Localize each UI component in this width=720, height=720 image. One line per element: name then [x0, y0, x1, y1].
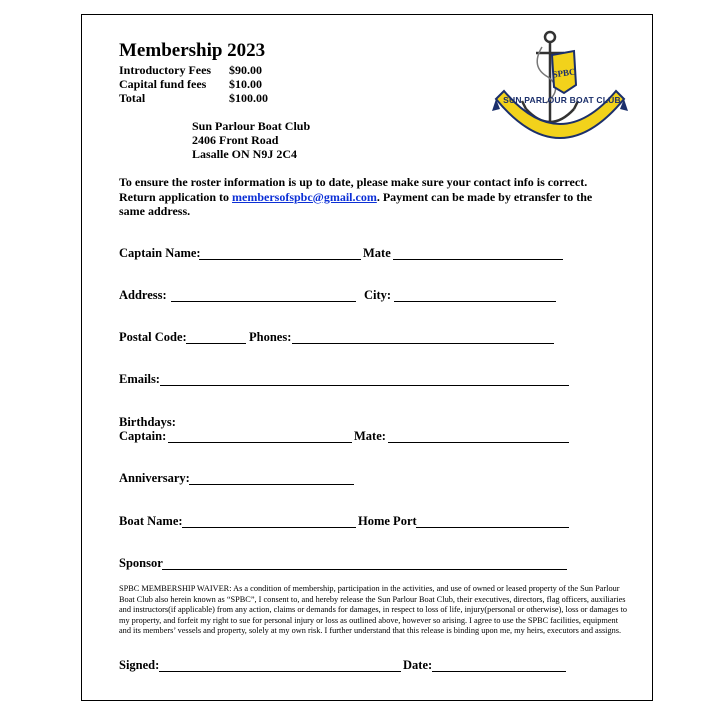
club-logo [490, 27, 630, 153]
birthday-captain-label: Captain: [119, 429, 167, 443]
fee-amount-introductory: $90.00 [229, 63, 262, 77]
mate-field[interactable] [393, 259, 563, 260]
anniversary-label: Anniversary: [119, 471, 190, 485]
spbc-pennant-icon [552, 51, 576, 93]
emails-field[interactable] [160, 385, 569, 386]
postal-code-label: Postal Code: [119, 330, 187, 344]
club-name: Sun Parlour Boat Club [192, 119, 311, 133]
club-city: Lasalle ON N9J 2C4 [192, 147, 297, 161]
mate-label: Mate [363, 246, 391, 260]
sponsor-label: Sponsor [119, 556, 163, 570]
membership-form-page [81, 14, 653, 701]
boat-name-field[interactable] [182, 527, 356, 528]
logo-ring-text: SUN PARLOUR BOAT CLUB [503, 95, 621, 105]
date-field[interactable] [432, 671, 566, 672]
emails-label: Emails: [119, 372, 160, 386]
form-title: Membership 2023 [119, 40, 266, 61]
phones-label: Phones: [249, 330, 292, 344]
fee-label-capital: Capital fund fees [119, 77, 207, 91]
instructions-return-text: Return application to [119, 189, 233, 204]
fee-label-introductory: Introductory Fees [119, 63, 212, 77]
home-port-label: Home Port [358, 514, 417, 528]
captain-name-field[interactable] [199, 259, 361, 260]
date-label: Date: [403, 658, 433, 672]
signature-field[interactable] [159, 671, 401, 672]
club-street: 2406 Front Road [192, 133, 279, 147]
captain-name-label: Captain Name: [119, 246, 201, 260]
birthday-mate-label: Mate: [354, 429, 386, 443]
phones-field[interactable] [292, 343, 554, 344]
address-field[interactable] [171, 301, 356, 302]
birthday-captain-field[interactable] [168, 442, 352, 443]
city-label: City: [364, 288, 392, 302]
sponsor-field[interactable] [162, 569, 567, 570]
city-field[interactable] [394, 301, 556, 302]
birthday-mate-field[interactable] [388, 442, 569, 443]
anniversary-field[interactable] [189, 484, 354, 485]
fee-amount-capital: $10.00 [229, 77, 262, 91]
postal-code-field[interactable] [186, 343, 246, 344]
fee-label-total: Total [119, 91, 146, 105]
home-port-field[interactable] [416, 527, 569, 528]
contact-email-link[interactable]: membersofspbc@gmail.com [232, 189, 377, 204]
instructions-line1: To ensure the roster information is up to date, please make sure your contact info is correct. [119, 175, 588, 189]
membership-waiver-text: SPBC MEMBERSHIP WAIVER: As a condition of membership, participation in the activities, and use of owned or leased property of the Sun Parlour Boat Club also herein known as “SPBC”, I consent to, and hereby release the Sun Parlour Boat Club, their executives, directors, flag officers, auxiliaries and instructors(if applicable) from any action, claims or demands for damages, in respect to loss of life, injury(personal or otherwise), loss or damages to my property, and forfeit my right to sue for personal injury or loss as outlined above, however so arising. I agree to use the SPBC facilities, equipment and its members’ vessels and property, solely at my own risk. I further understand that this release is binding upon me, my heirs, executors and assigns. [119, 584, 628, 636]
signed-label: Signed: [119, 658, 160, 672]
instructions-paragraph [119, 175, 619, 219]
fee-amount-total: $100.00 [229, 91, 268, 105]
boat-name-label: Boat Name: [119, 514, 183, 528]
instructions-payment-text: . Payment can be made by etransfer to the same address. [119, 189, 593, 218]
address-label: Address: [119, 288, 167, 302]
logo-flag-text: SPBC [551, 66, 577, 80]
birthdays-label: Birthdays: [119, 415, 176, 429]
